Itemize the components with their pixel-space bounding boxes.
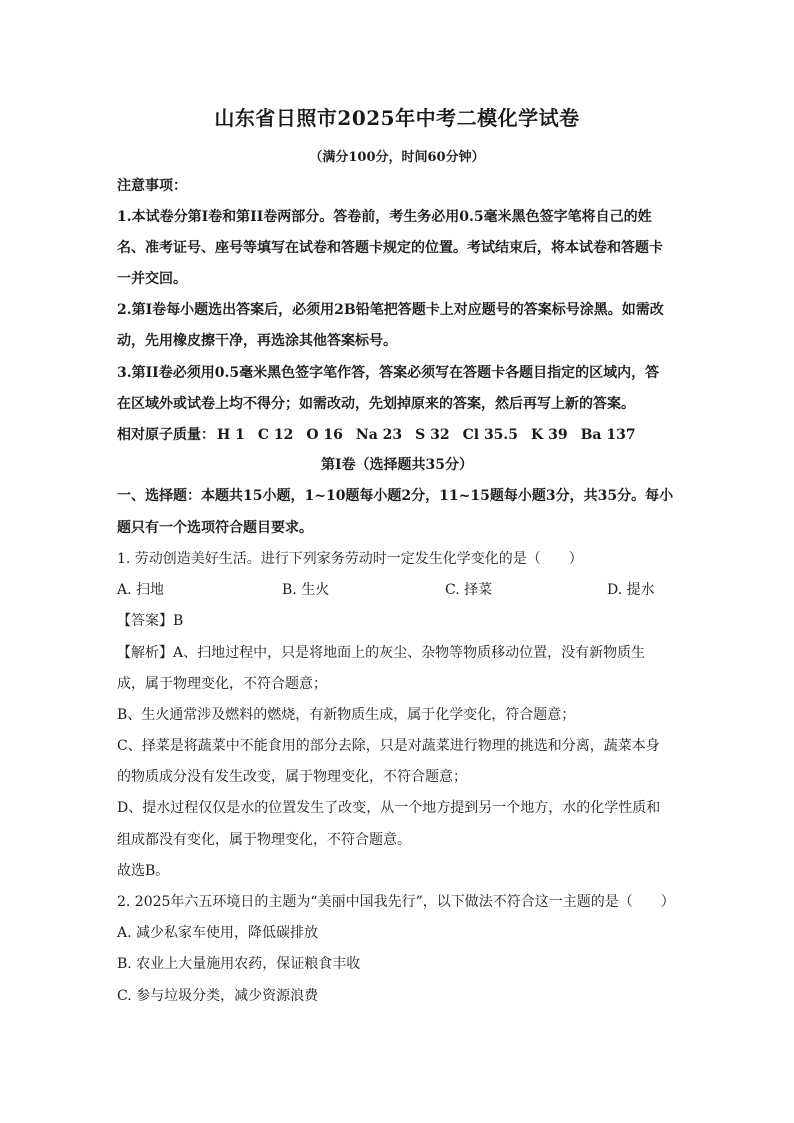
option-a: A. 扫地 [117,582,165,598]
section-title: 第I卷（选择题共35分） [320,457,474,473]
option-b: B. 生火 [282,582,330,598]
analysis-line: B、生火通常涉及燃料的燃烧，有新物质生成，属于化学变化，符合题意； [117,707,576,723]
atomic-mass-label: 相对原子质量： [117,427,215,443]
analysis-line: 【解析】A、扫地过程中，只是将地面上的灰尘、杂物等物质移动位置，没有新物质生 [117,645,646,661]
page-subtitle: （满分100分，时间60分钟） [309,150,485,165]
question-stem: 1. 劳动创造美好生活。进行下列家务劳动时一定发生化学变化的是（ ） [117,551,583,567]
atomic-mass: H 1 [217,427,245,443]
option-a: A. 减少私家车使用，降低碳排放 [117,925,319,941]
atomic-mass: Na 23 [355,427,403,443]
option-c: C. 参与垃圾分类，减少资源浪费 [117,988,319,1004]
analysis-line: C、择菜是将蔬菜中不能食用的部分去除，只是对蔬菜进行物理的挑选和分离，蔬菜本身 [117,738,660,754]
atomic-mass: S 32 [415,427,450,443]
notice-heading: 注意事项： [117,178,187,194]
atomic-mass: Ba 137 [580,427,636,443]
notice-line: 名、准考证号、座号等填写在试卷和答题卡规定的位置。考试结束后，将本试卷和答题卡 [117,240,663,256]
notice-line: 动，先用橡皮擦干净，再选涂其他答案标号。 [117,333,397,349]
atomic-mass-line [117,425,649,445]
analysis-line: 组成都没有变化，属于物理变化，不符合题意。 [117,832,411,848]
analysis-line: 成，属于物理变化，不符合题意； [117,676,327,692]
notice-line: 3.第II卷必须用0.5毫米黑色签字笔作答，答案必须写在答题卡各题目指定的区域内，答 [117,365,660,381]
page-title: 山东省日照市2025年中考二模化学试卷 [214,106,580,130]
atomic-mass: K 39 [531,427,568,443]
atomic-mass: C 12 [257,427,294,443]
notice-line: 在区域外或试卷上均不得分；如需改动，先划掉原来的答案，然后再写上新的答案。 [117,396,635,412]
atomic-mass: Cl 35.5 [462,427,519,443]
option-c: C. 择菜 [445,582,493,598]
analysis-line: 故选B。 [117,863,170,879]
notice-line: 1.本试卷分第I卷和第II卷两部分。答卷前，考生务必用0.5毫米黑色签字笔将自己的姓 [117,209,652,225]
notice-line: 一并交回。 [117,271,187,287]
section-instruction: 一、选择题：本题共15小题，1~10题每小题2分，11~15题每小题3分，共35分。每小 [117,488,674,504]
section-instruction: 题只有一个选项符合题目要求。 [117,520,313,536]
notice-line: 2.第I卷每小题选出答案后，必须用2B铅笔把答题卡上对应题号的答案标号涂黑。如需改 [117,302,664,318]
atomic-mass: O 16 [306,427,343,443]
option-b: B. 农业上大量施用农药，保证粮食丰收 [117,956,361,972]
analysis-line: 的物质成分没有发生改变，属于物理变化，不符合题意； [117,769,467,785]
analysis-line: D、提水过程仅仅是水的位置发生了改变，从一个地方提到另一个地方，水的化学性质和 [117,800,661,816]
option-d: D. 提水 [607,582,655,598]
answer: 【答案】B [117,613,184,629]
question-stem: 2. 2025年六五环境日的主题为“美丽中国我先行”，以下做法不符合这一主题的是（ ） [117,894,675,910]
